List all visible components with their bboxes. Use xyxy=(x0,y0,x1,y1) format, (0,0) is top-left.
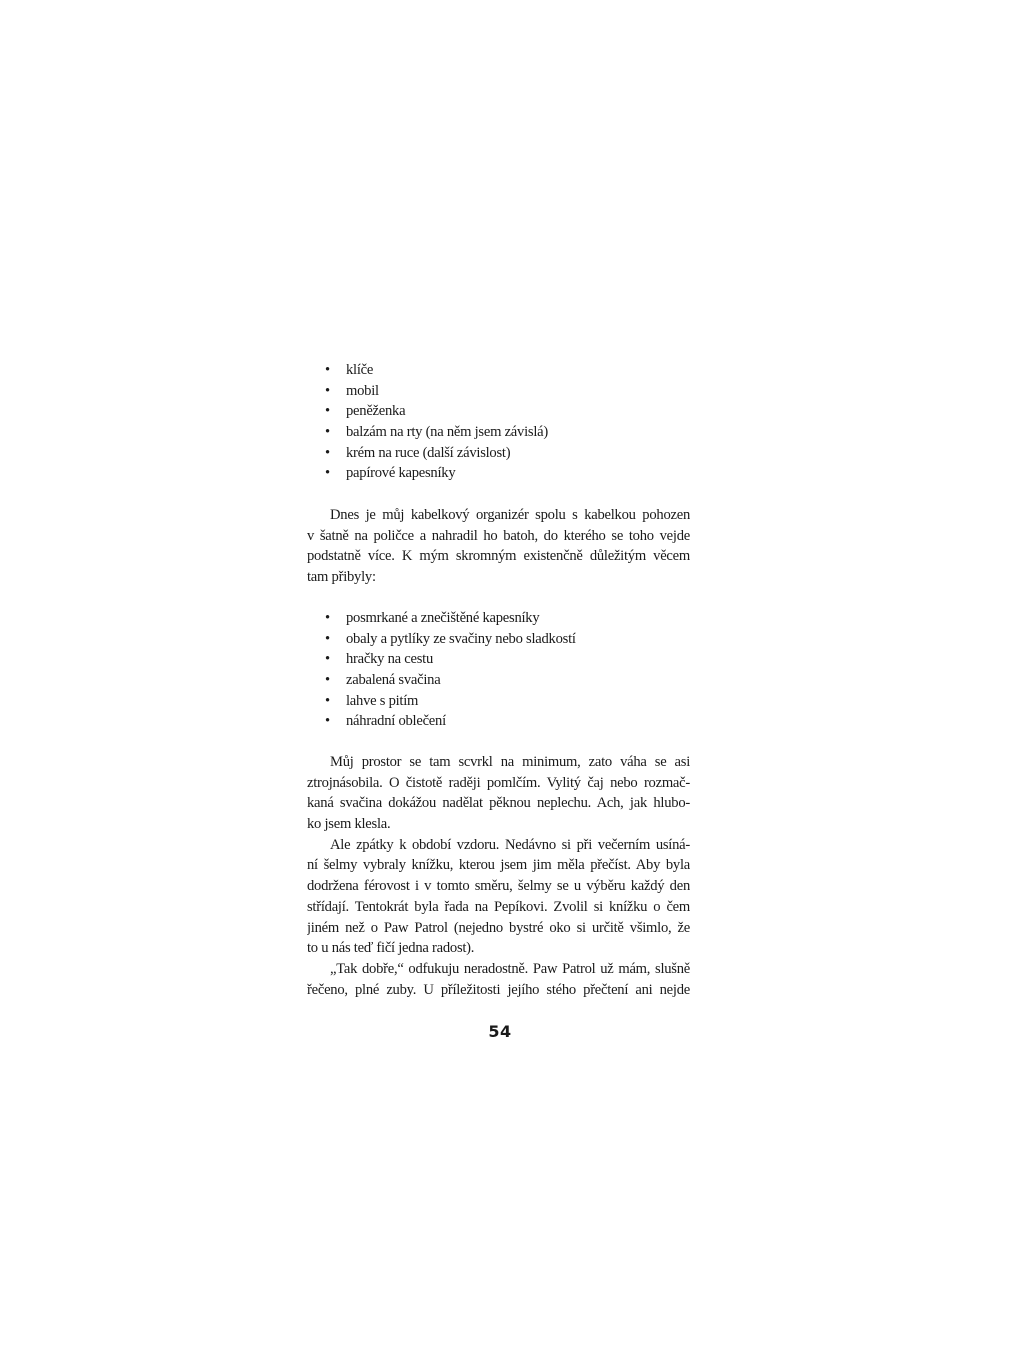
page-number: 54 xyxy=(488,1022,512,1041)
paragraph-line: řečeno, plné zuby. U příležitosti jejího stého přečtení ani nejde xyxy=(307,981,690,998)
item-list-two xyxy=(307,608,690,732)
paragraph-line: ztrojnásobila. O čistotě raději pomlčím. Vylitý čaj nebo rozmač- xyxy=(307,774,690,791)
list-item: • lahve s pitím xyxy=(307,691,690,712)
list-item: • mobil xyxy=(307,381,690,402)
item-list-one xyxy=(307,360,690,484)
paragraph-line: kaná svačina dokážou nadělat pěknou neplechu. Ach, jak hlubo- xyxy=(307,795,690,812)
paragraph-line: Ale zpátky k období vzdoru. Nedávno si při večerním usíná- xyxy=(330,836,690,853)
list-item: • klíče xyxy=(307,360,690,381)
paragraph-line: dodržena férovost i v tomto směru, šelmy se u výběru každý den xyxy=(307,878,690,895)
paragraph-line: ko jsem klesla. xyxy=(307,816,391,833)
paragraph-line: to u nás teď fičí jedna radost). xyxy=(307,940,475,957)
body-text xyxy=(307,752,690,1000)
paragraph-line: střídají. Tentokrát byla řada na Pepíkovi. Zvolil si knížku o čem xyxy=(307,898,690,915)
list-item: • hračky na cestu xyxy=(307,649,690,670)
list-one-block xyxy=(307,360,690,484)
paragraph-line: jiném než o Paw Patrol (nejedno bystré oko si určitě všimlo, že xyxy=(307,919,690,936)
paragraph-line: „Tak dobře,“ odfukuju neradostně. Paw Patrol už mám, slušně xyxy=(330,960,690,977)
paragraph-line: Můj prostor se tam scvrkl na minimum, zato váha se asi xyxy=(330,754,690,770)
list-item: • posmrkané a znečištěné kapesníky xyxy=(307,608,690,629)
paragraph-line: ní šelmy vybraly knížku, kterou jsem jim měla přečíst. Aby byla xyxy=(307,857,690,874)
list-item: • náhradní oblečení xyxy=(307,711,690,732)
list-item: • balzám na rty (na něm jsem závislá) xyxy=(307,422,690,443)
list-item: • papírové kapesníky xyxy=(307,463,690,484)
list-item: • zabalená svačina xyxy=(307,670,690,691)
paragraph-line: tam přibyly: xyxy=(307,569,376,586)
list-item: • peněženka xyxy=(307,401,690,422)
paragraph-line: podstatně více. K mým skromným existenčně důležitým věcem xyxy=(307,548,690,565)
paragraph-line: Dnes je můj kabelkový organizér spolu s kabelkou pohozen xyxy=(330,507,690,523)
list-two-block xyxy=(307,608,690,732)
list-item: • obaly a pytlíky ze svačiny nebo sladkostí xyxy=(307,629,690,650)
paragraph-one xyxy=(307,505,690,588)
paragraph-line: v šatně na poličce a nahradil ho batoh, do kterého se toho vejde xyxy=(307,527,690,544)
list-item: • krém na ruce (další závislost) xyxy=(307,443,690,464)
